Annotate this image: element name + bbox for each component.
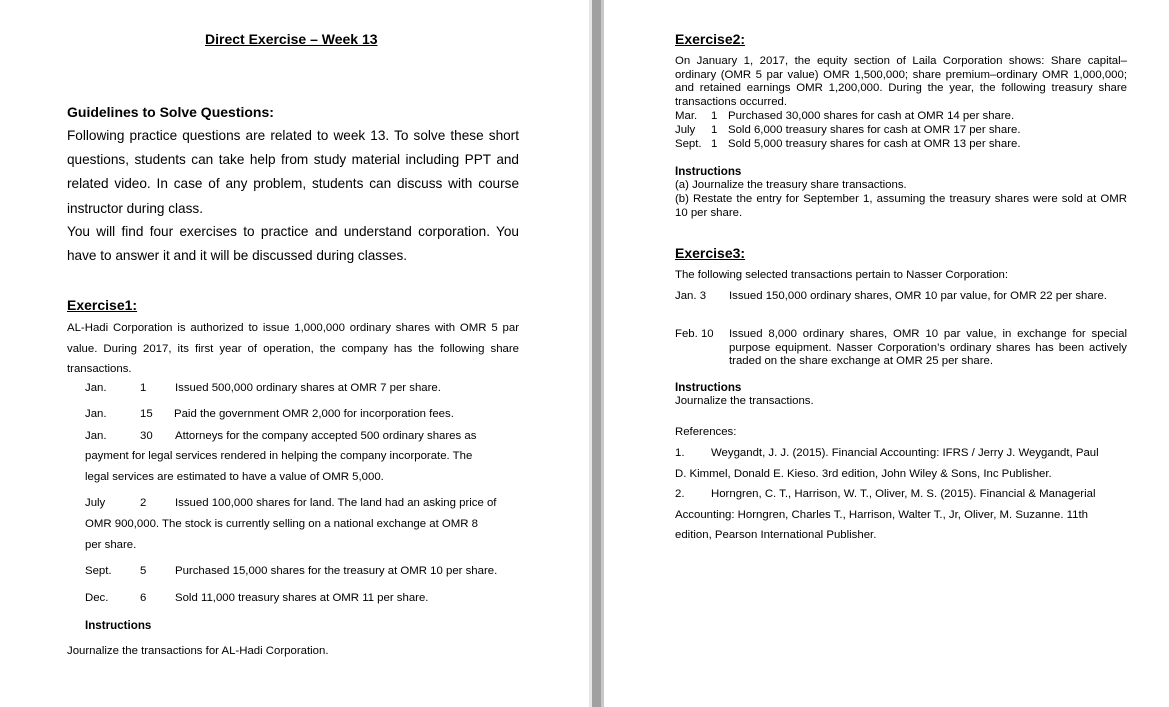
reference-line: Horngren, C. T., Harrison, W. T., Oliver, M. S. (2015). Financial & Managerial	[711, 488, 1096, 500]
exercise2-heading: Exercise2:	[675, 31, 746, 47]
references-heading: References:	[675, 426, 737, 438]
transaction-day: 1	[711, 124, 718, 136]
transaction-day: 1	[140, 382, 147, 394]
exercise2-instructions-heading: Instructions	[675, 165, 742, 178]
reference-line: D. Kimmel, Donald E. Kieso. 3rd edition, John Wiley & Sons, Inc Publisher.	[675, 467, 1052, 480]
transaction-text: Paid the government OMR 2,000 for incorporation fees.	[174, 408, 454, 420]
page-gutter	[589, 0, 604, 707]
transaction-day: 30	[140, 430, 153, 442]
exercise1-intro: AL-Hadi Corporation is authorized to issue 1,000,000 ordinary shares with OMR 5 par value. During 2017, its first year of operation, the company has the following share transactions.	[67, 322, 519, 376]
transaction-day: 15	[140, 408, 153, 420]
reference-line: Accounting: Horngren, Charles T., Harrison, Walter T., Jr, Oliver, M. Suzanne. 11th	[675, 508, 1088, 521]
exercise1-heading: Exercise1:	[67, 297, 138, 313]
exercise1-instructions-text: Journalize the transactions for AL-Hadi Corporation.	[67, 645, 329, 657]
reference-line: edition, Pearson International Publisher.	[675, 529, 877, 542]
transaction-month: July	[85, 497, 106, 509]
exercise3-instructions-text: Journalize the transactions.	[675, 395, 814, 407]
transaction-day: 6	[140, 592, 147, 604]
transaction-text: Issued 8,000 ordinary shares, OMR 10 par value, in exchange for special purpose equipment. Nasser Corporation’s ordinary shares has been actively traded on the share exchange at OMR 25 per share.	[729, 328, 1127, 368]
transaction-continuation: legal services are estimated to have a value of OMR 5,000.	[85, 471, 384, 483]
transaction-month: Jan.	[85, 408, 107, 420]
exercise2-instruction-a: (a) Journalize the treasury share transactions.	[675, 179, 907, 191]
transaction-text: Sold 5,000 treasury shares for cash at OMR 13 per share.	[728, 138, 1021, 150]
transaction-month: Dec.	[85, 592, 109, 604]
transaction-month: Jan.	[85, 382, 107, 394]
transaction-continuation: payment for legal services rendered in helping the company incorporate. The	[85, 450, 473, 462]
exercise1-instructions-heading: Instructions	[85, 619, 152, 632]
exercise3-heading: Exercise3:	[675, 245, 746, 261]
transaction-day: 1	[711, 138, 718, 150]
transaction-text: Issued 150,000 ordinary shares, OMR 10 par value, for OMR 22 per share.	[729, 290, 1107, 302]
transaction-continuation: OMR 900,000. The stock is currently selling on a national exchange at OMR 8	[85, 518, 478, 530]
transaction-month: Jan.	[85, 430, 107, 442]
guidelines-paragraph-1: Following practice questions are related to week 13. To solve these short questions, students can take help from study material including PPT and related video. In case of any problem, students can discuss with course instructor during class.	[67, 128, 519, 216]
transaction-text: Purchased 30,000 shares for cash at OMR 14 per share.	[728, 110, 1015, 122]
transaction-month: July	[675, 124, 696, 136]
reference-number: 1.	[675, 447, 685, 459]
transaction-day: 5	[140, 565, 147, 577]
guidelines-paragraph-2: You will find four exercises to practice and understand corporation. You have to answer it and it will be discussed during classes.	[67, 224, 519, 264]
transaction-text: Issued 500,000 ordinary shares at OMR 7 per share.	[175, 382, 441, 394]
transaction-date: Jan. 3	[675, 290, 707, 302]
exercise3-intro: The following selected transactions pertain to Nasser Corporation:	[675, 269, 1009, 281]
transaction-month: Sept.	[85, 565, 112, 577]
transaction-date: Feb. 10	[675, 328, 714, 340]
exercise2-instruction-b: (b) Restate the entry for September 1, assuming the treasury shares were sold at OMR 10 per share.	[675, 193, 1127, 219]
transaction-text: Issued 100,000 shares for land. The land had an asking price of	[175, 497, 497, 509]
transaction-text: Purchased 15,000 shares for the treasury at OMR 10 per share.	[175, 565, 498, 577]
reference-line: Weygandt, J. J. (2015). Financial Accounting: IFRS / Jerry J. Weygandt, Paul	[711, 447, 1099, 459]
transaction-text: Attorneys for the company accepted 500 ordinary shares as	[175, 430, 477, 442]
transaction-continuation: per share.	[85, 539, 137, 551]
transaction-day: 2	[140, 497, 147, 509]
transaction-month: Mar.	[675, 110, 698, 122]
exercise2-intro: On January 1, 2017, the equity section of Laila Corporation shows: Share capital–ordinary (OMR 5 par value) OMR 1,500,000; share premium–ordinary OMR 1,000,000; and retained earnings OMR 1,200,000. During the year, the following treasury share transactions occurred.	[675, 55, 1127, 108]
transaction-text: Sold 11,000 treasury shares at OMR 11 per share.	[175, 592, 429, 604]
transaction-day: 1	[711, 110, 718, 122]
guidelines-heading: Guidelines to Solve Questions:	[67, 104, 274, 120]
transaction-month: Sept.	[675, 138, 702, 150]
transaction-text: Sold 6,000 treasury shares for cash at OMR 17 per share.	[728, 124, 1021, 136]
exercise3-instructions-heading: Instructions	[675, 381, 742, 394]
document-title: Direct Exercise – Week 13	[205, 31, 378, 47]
reference-number: 2.	[675, 488, 685, 500]
